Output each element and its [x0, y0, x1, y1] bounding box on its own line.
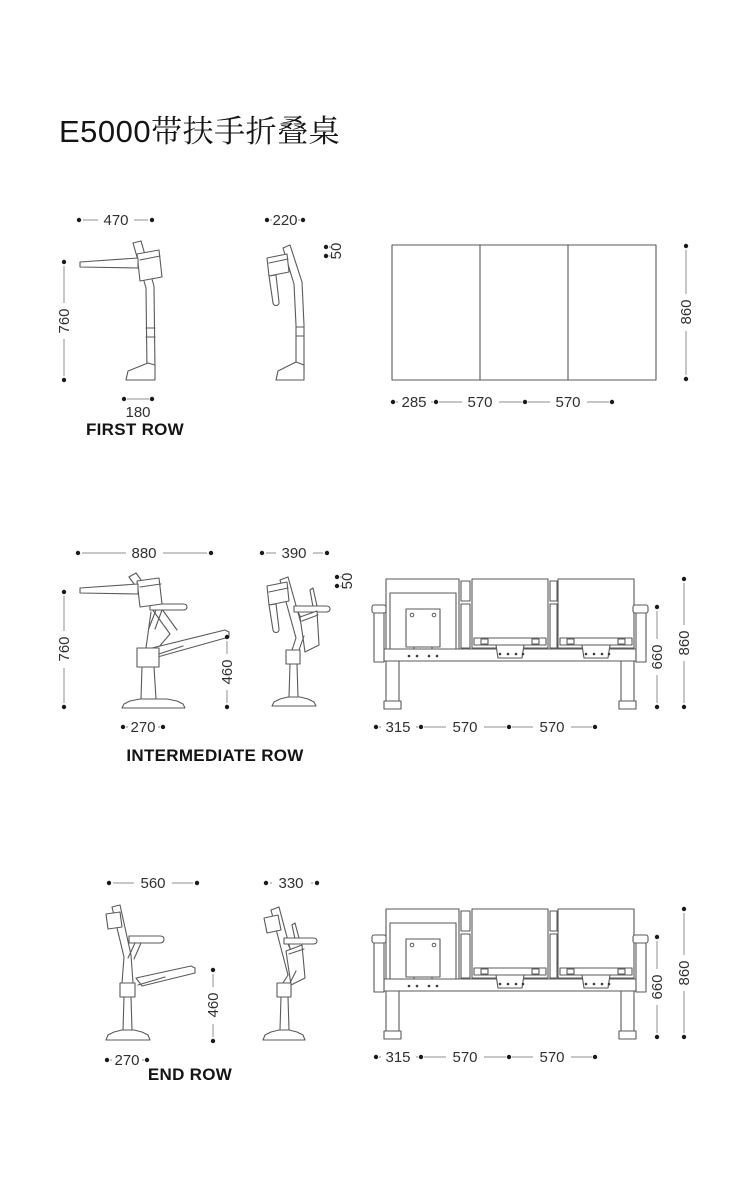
dim-label: 315 — [385, 719, 411, 736]
first-row-dim-foot — [122, 397, 154, 421]
first-row-dim-depth-unfolded — [77, 212, 154, 229]
intermediate-dim-seat-height — [219, 635, 236, 709]
dim-label: 570 — [555, 394, 581, 411]
first-row-dim-fold-gap — [324, 243, 345, 260]
dim-label: 285 — [401, 394, 427, 411]
first-row-dim-panel-height — [678, 244, 695, 381]
intermediate-side-folded — [267, 577, 330, 706]
dim-label: 760 — [56, 636, 73, 662]
intermediate-dim-height — [56, 590, 73, 709]
dim-label: 270 — [114, 1052, 140, 1069]
dim-label: 180 — [125, 404, 151, 421]
end-row-label: END ROW — [147, 1065, 233, 1084]
dim-label: 860 — [678, 299, 695, 325]
end-dim-depth-folded — [264, 875, 319, 892]
intermediate-dim-depth-unfolded — [76, 545, 213, 562]
dim-label: 660 — [649, 644, 666, 670]
end-dim-depth-unfolded — [107, 875, 199, 892]
intermediate-side-unfolded — [80, 573, 229, 708]
dim-label: 50 — [339, 572, 356, 590]
end-side-folded — [263, 907, 317, 1040]
end-side-unfolded — [106, 905, 195, 1040]
intermediate-row-label: INTERMEDIATE ROW — [126, 746, 304, 765]
intermediate-dim-foot — [121, 719, 165, 736]
dim-label: 860 — [676, 960, 693, 986]
dim-label: 570 — [467, 394, 493, 411]
dim-label: 860 — [676, 630, 693, 656]
dim-label: 270 — [130, 719, 156, 736]
page-title: E5000带扶手折叠桌 — [59, 114, 341, 149]
dim-label: 50 — [328, 242, 345, 260]
dim-label: 560 — [140, 875, 166, 892]
dim-label: 390 — [281, 545, 307, 562]
dim-label: 880 — [131, 545, 157, 562]
dim-label: 570 — [452, 1049, 478, 1066]
dim-label: 570 — [539, 719, 565, 736]
dim-label: 460 — [205, 992, 222, 1018]
intermediate-dim-depth-folded — [260, 545, 329, 562]
dim-label: 220 — [272, 212, 298, 229]
dim-label: 330 — [278, 875, 304, 892]
end-dim-foot — [105, 1052, 149, 1069]
first-row-front-view — [392, 245, 656, 380]
intermediate-dim-fold-gap — [335, 573, 356, 590]
first-row-side-folded — [267, 245, 304, 380]
first-row-label: FIRST ROW — [85, 420, 185, 439]
first-row-side-unfolded — [80, 241, 162, 380]
dim-label: 760 — [56, 308, 73, 334]
dim-label: 570 — [539, 1049, 565, 1066]
dim-label: 570 — [452, 719, 478, 736]
dim-label: 470 — [103, 212, 129, 229]
end-front-view — [372, 907, 693, 1066]
dim-label: 460 — [219, 659, 236, 685]
intermediate-front-view — [372, 577, 693, 736]
dim-label: 660 — [649, 974, 666, 1000]
first-row-dim-depth-folded — [265, 212, 305, 229]
end-dim-seat-height — [205, 968, 222, 1043]
first-row-dim-height — [56, 260, 73, 382]
first-row-dim-chain — [391, 394, 614, 411]
dim-label: 315 — [385, 1049, 411, 1066]
